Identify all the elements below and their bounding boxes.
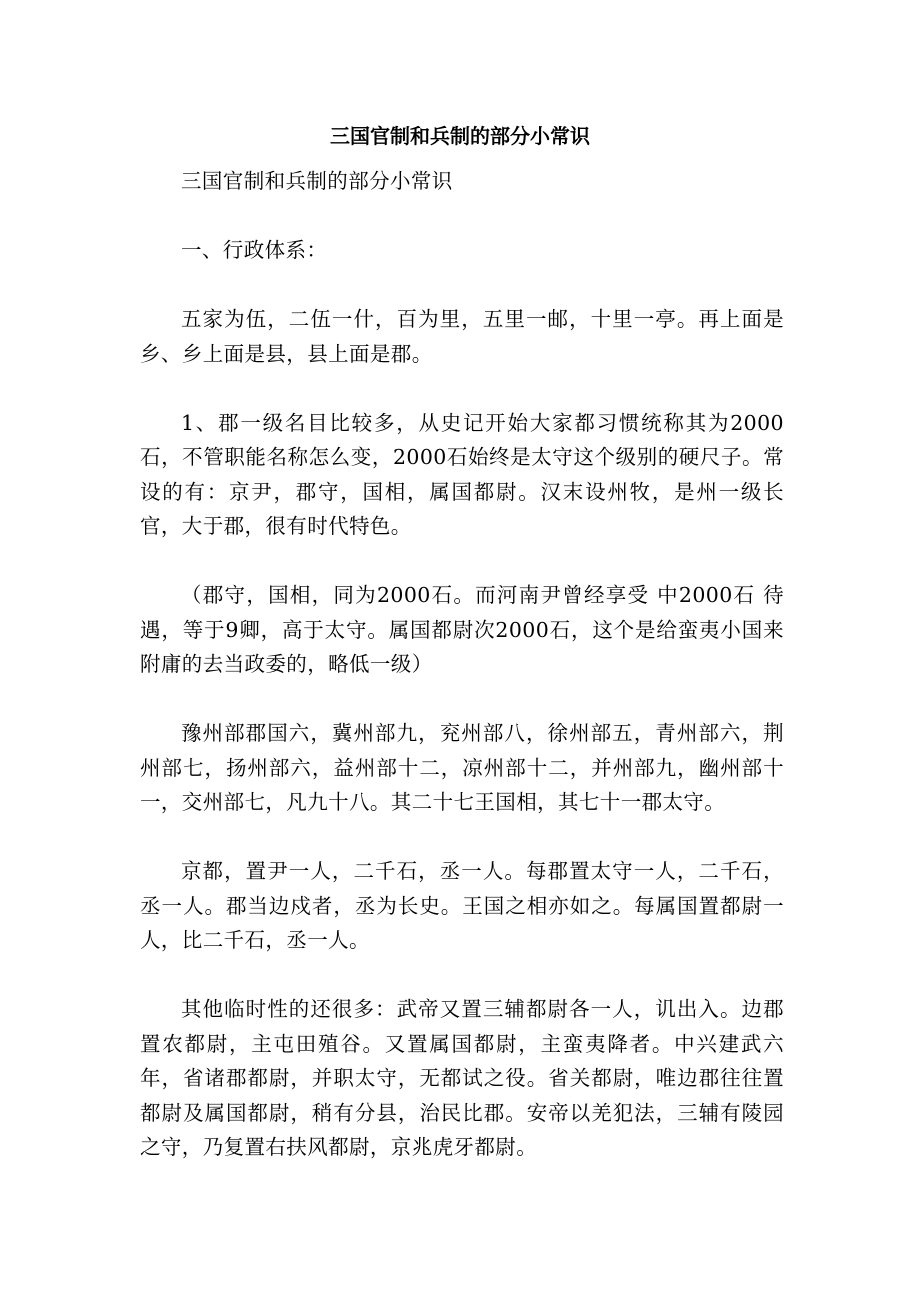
paragraph: 1、郡一级名目比较多，从史记开始大家都习惯统称其为2000石，不管职能名称怎么变，2000石始终是太守这个级别的硬尺子。常设的有：京尹，郡守，国相，属国都尉。汉末设州牧，是州一级长官，大于郡，很有时代特色。 [140, 410, 784, 538]
paragraph: 京都，置尹一人，二千石，丞一人。每郡置太守一人，二千石，丞一人。郡当边戍者，丞为长史。王国之相亦如之。每属国置都尉一人，比二千石，丞一人。 [140, 859, 784, 952]
paragraph: 豫州部郡国六，冀州部九，兖州部八，徐州部五，青州部六，荆州部七，扬州部六，益州部十二，凉州部十二，并州部九，幽州部十一，交州部七，凡九十八。其二十七王国相，其七十一郡太守。 [140, 721, 784, 814]
paragraph-section-heading: 一、行政体系： [181, 238, 328, 262]
paragraph: （郡守，国相，同为2000石。而河南尹曾经享受 中2000石 待遇，等于9卿，高于太守。属国都尉次2000石，这个是给蛮夷小国来附庸的去当政委的，略低一级） [140, 583, 784, 676]
document-body [140, 164, 784, 1199]
paragraph: 五家为伍，二伍一什，百为里，五里一邮，十里一亭。再上面是乡、乡上面是县，县上面是郡。 [140, 307, 784, 366]
paragraph: 其他临时性的还很多：武帝又置三辅都尉各一人，讥出入。边郡置农都尉，主屯田殖谷。又置属国都尉，主蛮夷降者。中兴建武六年，省诸郡都尉，并职太守，无都试之役。省关都尉，唯边郡往往置都尉及属国都尉，稍有分县，治民比郡。安帝以羌犯法，三辅有陵园之守，乃复置右扶风都尉，京兆虎牙都尉。 [140, 997, 784, 1159]
paragraph-subtitle: 三国官制和兵制的部分小常识 [181, 169, 453, 193]
document-title: 三国官制和兵制的部分小常识 [330, 124, 590, 148]
